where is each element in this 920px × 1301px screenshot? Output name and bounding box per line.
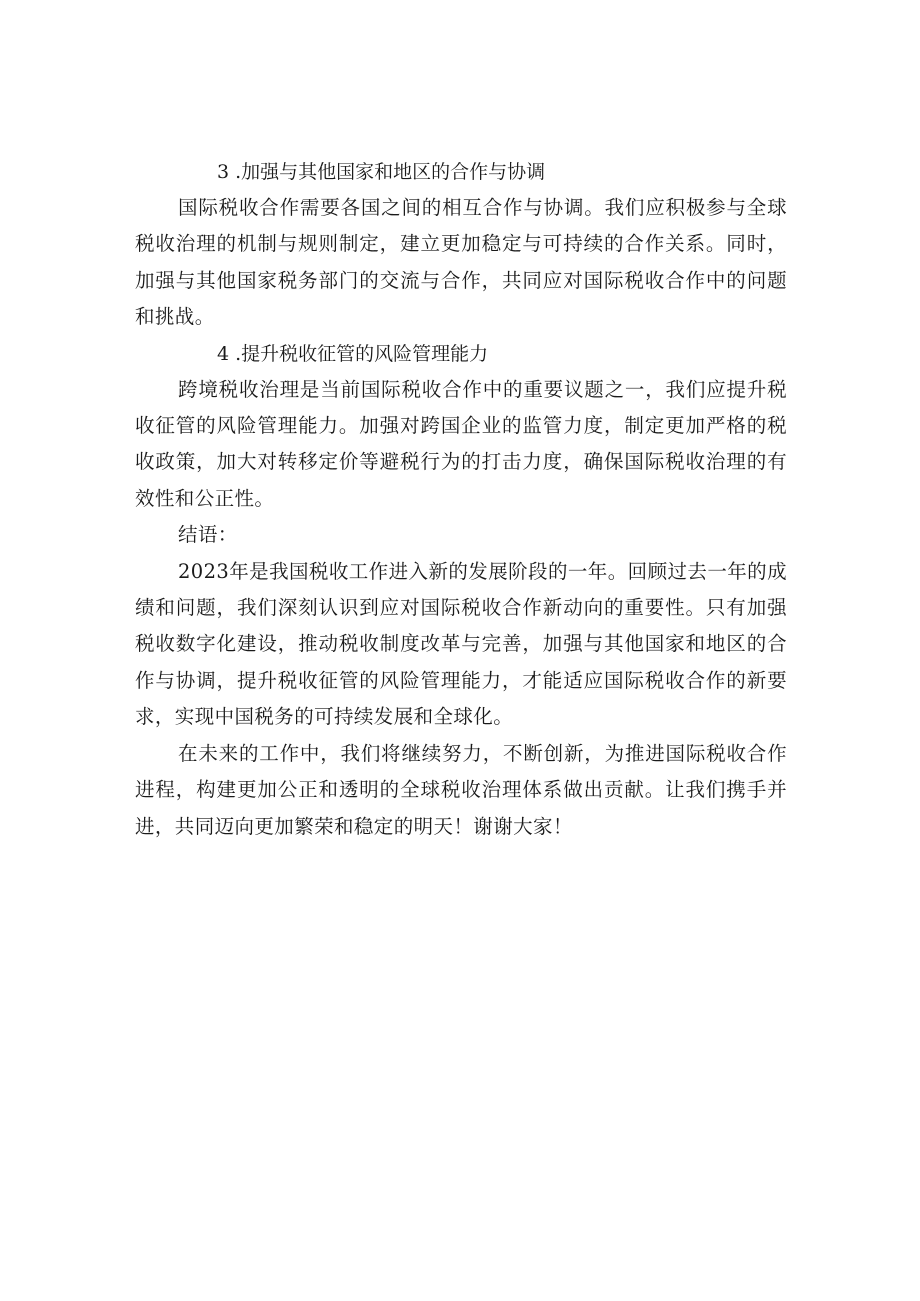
conclusion-paragraph-2: 在未来的工作中，我们将继续努力，不断创新，为推进国际税收合作进程，构建更加公正和透明的全球税收治理体系做出贡献。让我们携手并进，共同迈向更加繁荣和稳定的明天！谢谢大家！ — [135, 741, 787, 838]
conclusion-paragraph-1: 2023年是我国税收工作进入新的发展阶段的一年。回顾过去一年的成绩和问题，我们深刻认识到应对国际税收合作新动向的重要性。只有加强税收数字化建设，推动税收制度改革与完善，加强与其他国家和地区的合作与协调，提升税收征管的风险管理能力，才能适应国际税收合作的新要求，实现中国税务的可持续发展和全球化。 — [135, 559, 787, 729]
conclusion-label: 结语： — [178, 523, 238, 547]
section-heading-4: 4 .提升税收征管的风险管理能力 — [217, 342, 489, 365]
document-body — [135, 154, 787, 845]
section-paragraph-3: 国际税收合作需要各国之间的相互合作与协调。我们应积极参与全球税收治理的机制与规则制定，建立更加稳定与可持续的合作关系。同时，加强与其他国家税务部门的交流与合作，共同应对国际税收合作中的问题和挑战。 — [135, 196, 787, 329]
section-heading-3: 3 .加强与其他国家和地区的合作与协调 — [217, 161, 546, 183]
section-paragraph-4: 跨境税收治理是当前国际税收合作中的重要议题之一，我们应提升税收征管的风险管理能力。加强对跨国企业的监管力度，制定更加严格的税收政策，加大对转移定价等避税行为的打击力度，确保国际税收治理的有效性和公正性。 — [135, 377, 787, 510]
